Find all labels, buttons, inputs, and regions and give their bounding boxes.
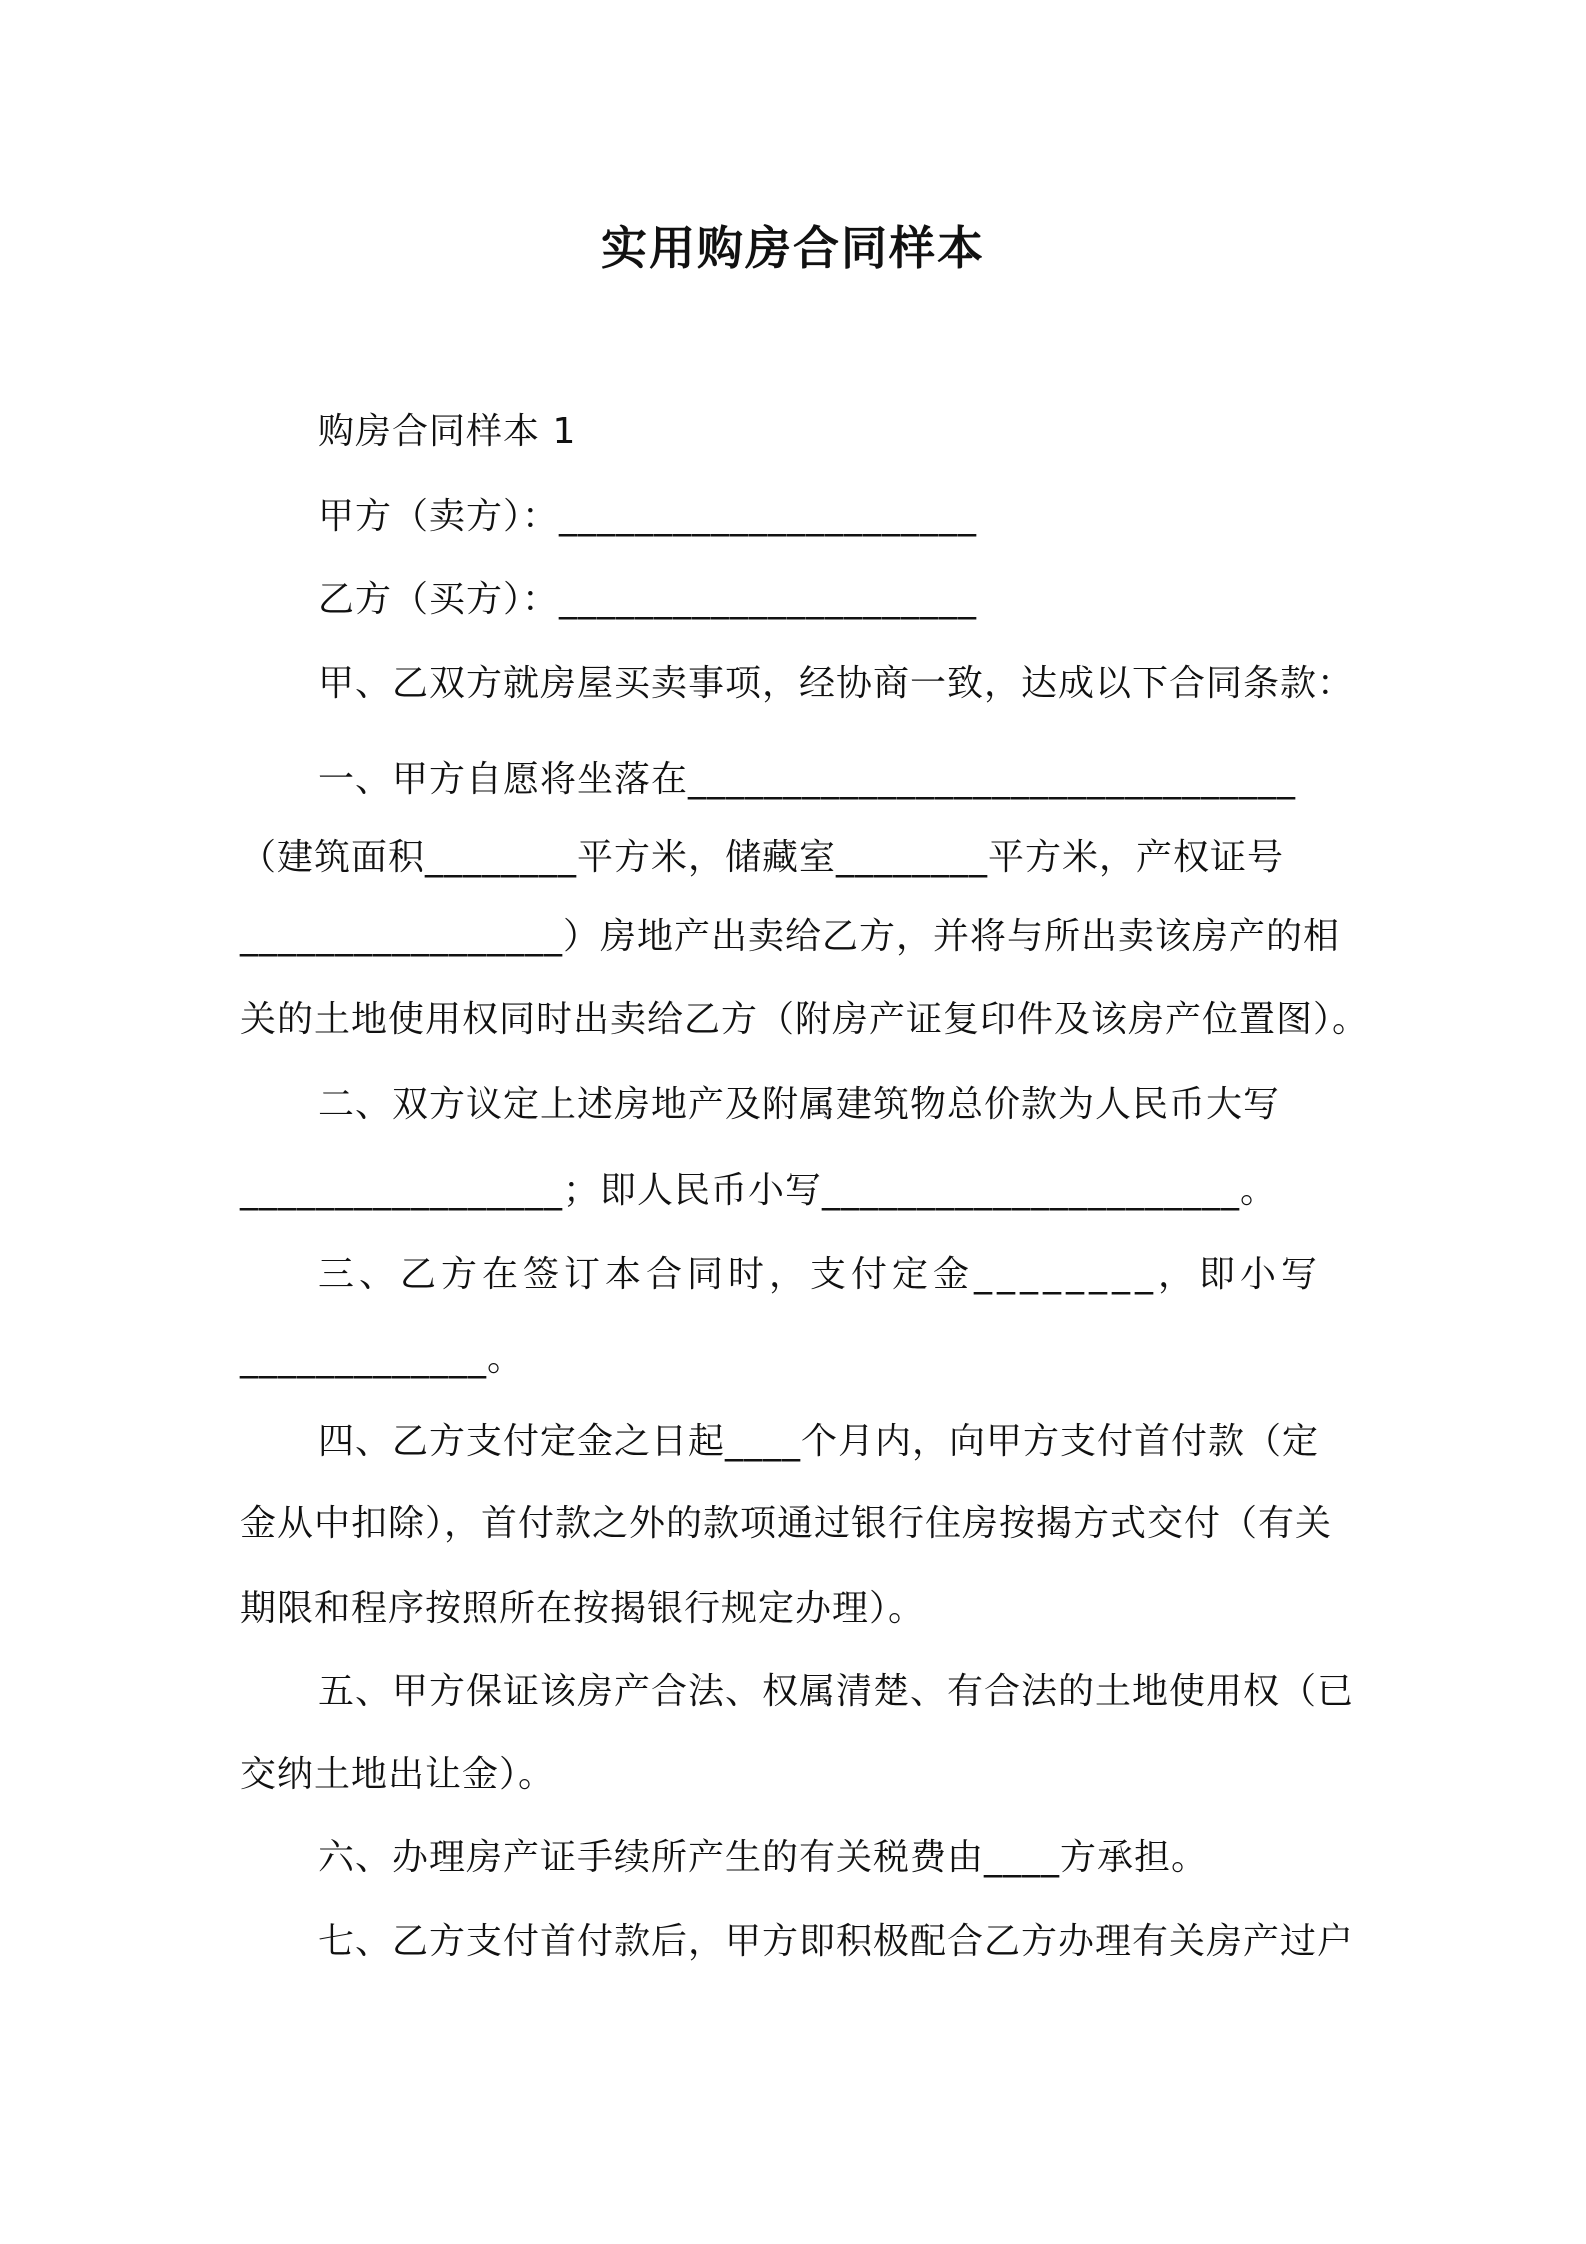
clause-4-line-1: 四、乙方支付定金之日起____个月内，向甲方支付首付款（定	[318, 1421, 1320, 1462]
clause-1-line-1: 一、甲方自愿将坐落在________________________________	[318, 759, 1297, 800]
clause-3-line-2: _____________。	[240, 1338, 524, 1379]
clause-5-line-2: 交纳土地出让金）。	[240, 1754, 556, 1795]
clause-1-line-3: _________________）房地产出卖给乙方，并将与所出卖该房产的相	[240, 916, 1341, 957]
clause-4-line-2: 金从中扣除），首付款之外的款项通过银行住房按揭方式交付（有关	[240, 1503, 1333, 1544]
clause-2-line-1: 二、双方议定上述房地产及附属建筑物总价款为人民币大写	[318, 1084, 1281, 1125]
clause-5-line-1: 五、甲方保证该房产合法、权属清楚、有合法的土地使用权（已	[318, 1671, 1355, 1712]
preamble-line: 甲、乙双方就房屋买卖事项，经协商一致，达成以下合同条款：	[318, 663, 1355, 704]
party-b-line: 乙方（买方）：______________________	[318, 579, 978, 620]
clause-1-line-4: 关的土地使用权同时出卖给乙方（附房产证复印件及该房产位置图）。	[240, 999, 1370, 1040]
clause-7-line-1: 七、乙方支付首付款后，甲方即积极配合乙方办理有关房产过户	[318, 1921, 1355, 1962]
clause-3-line-1: 三、乙方在签订本合同时，支付定金________，即小写	[318, 1254, 1323, 1295]
clause-1-line-2: （建筑面积________平方米，储藏室________平方米，产权证号	[240, 837, 1285, 878]
contract-sample-heading: 购房合同样本 1	[318, 411, 577, 452]
clause-6-line-1: 六、办理房产证手续所产生的有关税费由____方承担。	[318, 1837, 1209, 1878]
document-title: 实用购房合同样本	[601, 221, 985, 275]
clause-4-line-3: 期限和程序按照所在按揭银行规定办理）。	[240, 1588, 926, 1629]
party-a-line: 甲方（卖方）：______________________	[318, 496, 978, 537]
clause-2-line-2: _________________；即人民币小写______________________。	[240, 1170, 1278, 1211]
